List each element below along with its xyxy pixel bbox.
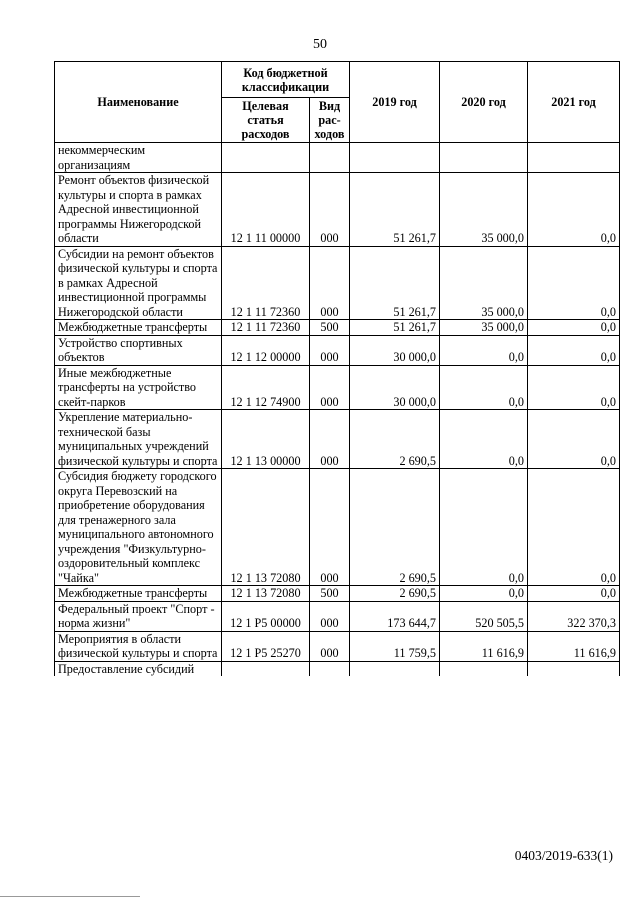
row-value-2020: 11 616,9 xyxy=(440,631,528,661)
table-row xyxy=(55,601,620,631)
table-row xyxy=(55,335,620,365)
row-value-2019: 2 690,5 xyxy=(350,410,440,469)
header-year-2021: 2021 год xyxy=(528,62,620,143)
row-value-2021: 11 616,9 xyxy=(528,631,620,661)
row-value-2019: 173 644,7 xyxy=(350,601,440,631)
row-value-2021: 0,0 xyxy=(528,320,620,336)
table-row xyxy=(55,469,620,586)
row-value-2021: 0,0 xyxy=(528,365,620,410)
row-name: некоммерческим организациям xyxy=(55,143,222,173)
row-target-article: 12 1 11 72360 xyxy=(222,320,310,336)
header-year-2020: 2020 год xyxy=(440,62,528,143)
row-value-2019: 2 690,5 xyxy=(350,586,440,602)
row-value-2020 xyxy=(440,661,528,676)
row-value-2020: 35 000,0 xyxy=(440,173,528,247)
row-value-2021: 0,0 xyxy=(528,173,620,247)
row-target-article: 12 1 12 74900 xyxy=(222,365,310,410)
row-target-article: 12 1 11 00000 xyxy=(222,173,310,247)
row-expense-type: 000 xyxy=(310,631,350,661)
row-target-article: 12 1 13 72080 xyxy=(222,586,310,602)
row-value-2021: 0,0 xyxy=(528,410,620,469)
row-target-article xyxy=(222,143,310,173)
row-value-2020: 0,0 xyxy=(440,365,528,410)
row-expense-type: 000 xyxy=(310,365,350,410)
row-value-2021 xyxy=(528,143,620,173)
row-expense-type xyxy=(310,661,350,676)
row-value-2019: 30 000,0 xyxy=(350,335,440,365)
row-target-article xyxy=(222,661,310,676)
table-row xyxy=(55,365,620,410)
row-expense-type: 000 xyxy=(310,173,350,247)
header-year-2019: 2019 год xyxy=(350,62,440,143)
row-value-2020: 0,0 xyxy=(440,335,528,365)
row-value-2020: 35 000,0 xyxy=(440,246,528,320)
row-value-2019 xyxy=(350,143,440,173)
row-value-2020: 0,0 xyxy=(440,410,528,469)
table-row xyxy=(55,410,620,469)
document-code: 0403/2019-633(1) xyxy=(514,848,613,863)
row-expense-type xyxy=(310,143,350,173)
row-expense-type: 000 xyxy=(310,601,350,631)
row-value-2019: 51 261,7 xyxy=(350,173,440,247)
row-value-2020: 520 505,5 xyxy=(440,601,528,631)
row-expense-type: 500 xyxy=(310,320,350,336)
row-target-article: 12 1 12 00000 xyxy=(222,335,310,365)
row-value-2019: 2 690,5 xyxy=(350,469,440,586)
table-row xyxy=(55,246,620,320)
row-target-article: 12 1 P5 00000 xyxy=(222,601,310,631)
table-row xyxy=(55,586,620,602)
row-expense-type: 000 xyxy=(310,246,350,320)
header-name: Наименование xyxy=(55,62,222,143)
table-row xyxy=(55,320,620,336)
budget-table xyxy=(54,61,620,676)
header-budget-code: Код бюджетной классификации xyxy=(222,62,350,98)
row-expense-type: 000 xyxy=(310,469,350,586)
row-value-2021: 0,0 xyxy=(528,335,620,365)
table-row xyxy=(55,143,620,173)
row-value-2020: 35 000,0 xyxy=(440,320,528,336)
table-row xyxy=(55,661,620,676)
row-value-2020: 0,0 xyxy=(440,586,528,602)
row-value-2021: 0,0 xyxy=(528,586,620,602)
row-name: Субсидии на ремонт объектов физической культуры и спорта в рамках Адресной инвестиционной программы Нижегородской области xyxy=(55,246,222,320)
row-value-2021: 0,0 xyxy=(528,246,620,320)
row-value-2019: 51 261,7 xyxy=(350,246,440,320)
row-value-2019: 30 000,0 xyxy=(350,365,440,410)
row-name: Укрепление материально-технической базы муниципальных учреждений физической культуры и спорта xyxy=(55,410,222,469)
row-value-2019: 11 759,5 xyxy=(350,631,440,661)
row-target-article: 12 1 13 00000 xyxy=(222,410,310,469)
row-name: Устройство спортивных объектов xyxy=(55,335,222,365)
row-name: Федеральный проект "Спорт - норма жизни" xyxy=(55,601,222,631)
row-target-article: 12 1 13 72080 xyxy=(222,469,310,586)
table-row xyxy=(55,631,620,661)
row-expense-type: 000 xyxy=(310,335,350,365)
row-value-2021: 0,0 xyxy=(528,469,620,586)
row-expense-type: 500 xyxy=(310,586,350,602)
header-expense-type: Вид рас-ходов xyxy=(310,98,350,143)
page-number: 50 xyxy=(313,37,327,52)
row-target-article: 12 1 P5 25270 xyxy=(222,631,310,661)
row-name: Предоставление субсидий xyxy=(55,661,222,676)
row-value-2019: 51 261,7 xyxy=(350,320,440,336)
table-row xyxy=(55,173,620,247)
row-name: Мероприятия в области физической культуры и спорта xyxy=(55,631,222,661)
row-value-2021: 322 370,3 xyxy=(528,601,620,631)
footer-divider xyxy=(0,896,140,897)
row-name: Межбюджетные трансферты xyxy=(55,320,222,336)
row-expense-type: 000 xyxy=(310,410,350,469)
row-name: Межбюджетные трансферты xyxy=(55,586,222,602)
row-value-2021 xyxy=(528,661,620,676)
row-name: Иные межбюджетные трансферты на устройство скейт-парков xyxy=(55,365,222,410)
row-value-2020 xyxy=(440,143,528,173)
header-target-article: Целевая статья расходов xyxy=(222,98,310,143)
row-name: Ремонт объектов физической культуры и спорта в рамках Адресной инвестиционной программы Нижегородской области xyxy=(55,173,222,247)
row-value-2020: 0,0 xyxy=(440,469,528,586)
row-value-2019 xyxy=(350,661,440,676)
row-name: Субсидия бюджету городского округа Перевозский на приобретение оборудования для тренажерного зала муниципального автономного учреждения "Физкультурно-оздоровительный комплекс "Чайка" xyxy=(55,469,222,586)
row-target-article: 12 1 11 72360 xyxy=(222,246,310,320)
